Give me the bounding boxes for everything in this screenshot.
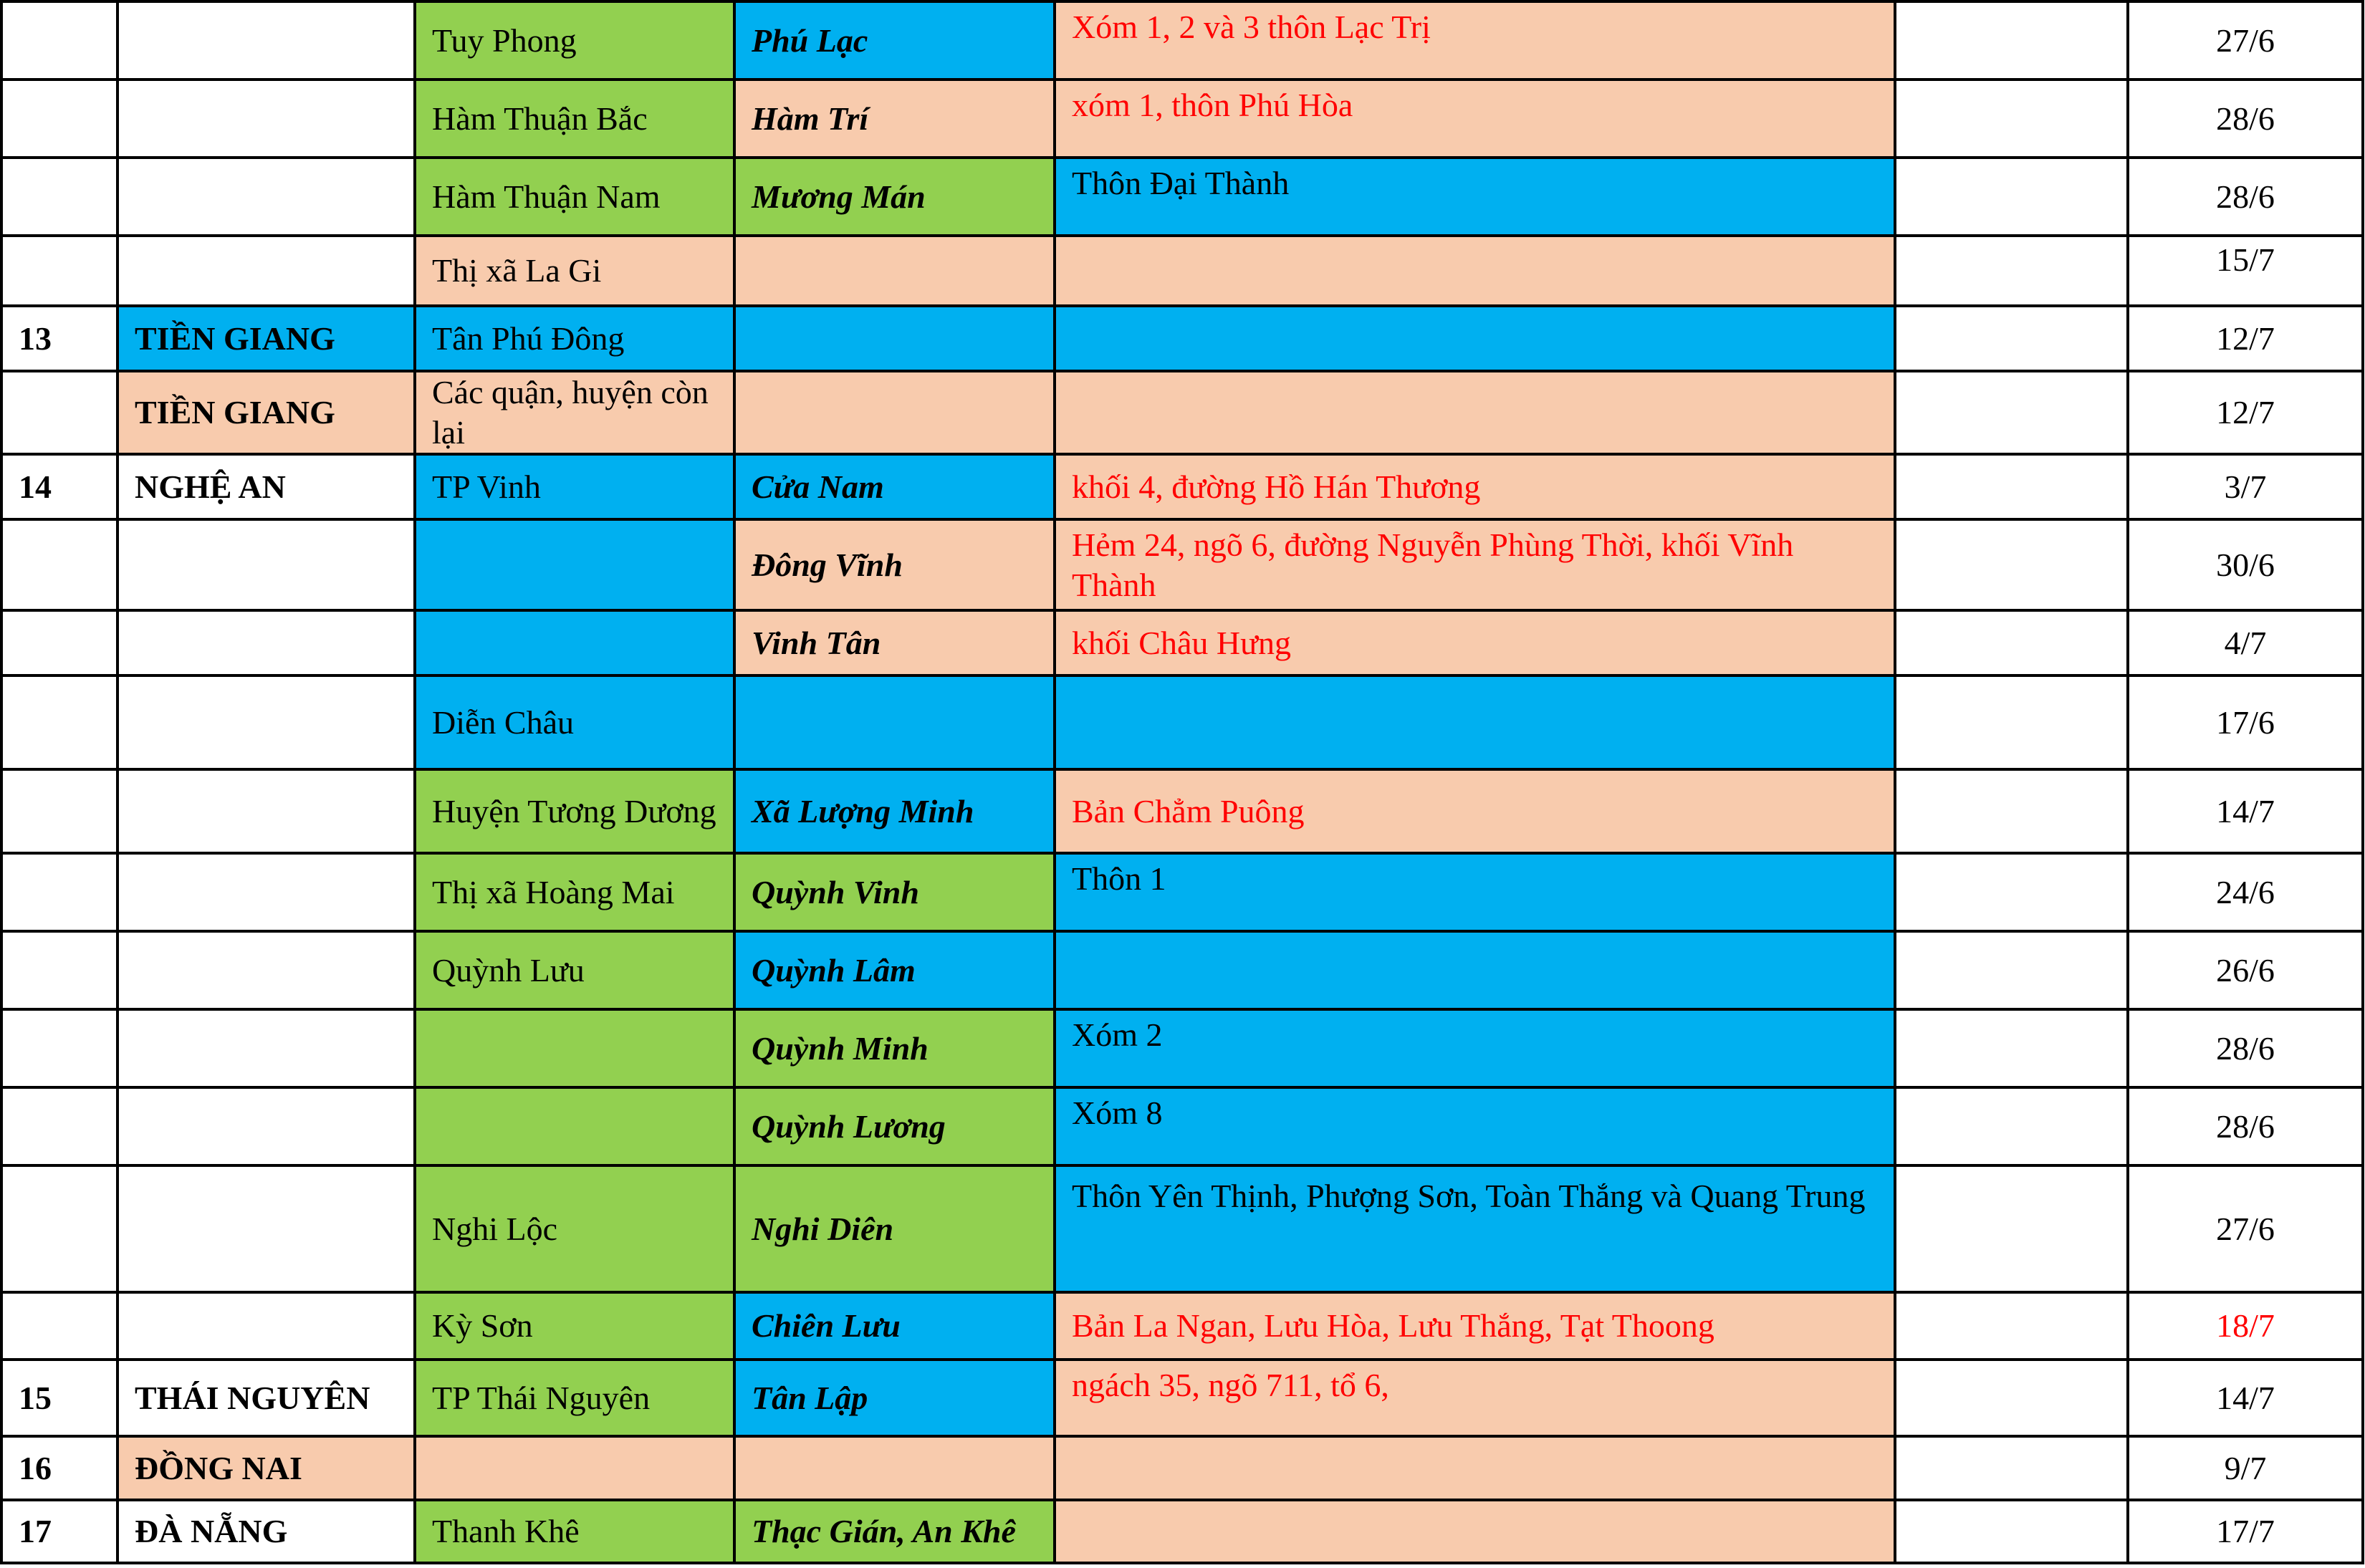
- address-cell: [1055, 1500, 1895, 1563]
- address-cell: Thôn Đại Thành: [1055, 158, 1895, 236]
- province-cell: [117, 1, 415, 80]
- address-cell: [1055, 931, 1895, 1009]
- row-number-cell: [1, 371, 117, 454]
- district-cell: [415, 610, 734, 675]
- address-cell: xóm 1, thôn Phú Hòa: [1055, 80, 1895, 158]
- date-cell: 27/6: [2128, 1165, 2363, 1292]
- province-cell: [117, 1009, 415, 1087]
- district-cell: Tuy Phong: [415, 1, 734, 80]
- province-cell: TIỀN GIANG: [117, 306, 415, 371]
- table-row: [1, 931, 2363, 1009]
- address-cell: [1055, 1436, 1895, 1500]
- empty-cell: [1895, 1, 2128, 80]
- province-cell: TIỀN GIANG: [117, 371, 415, 454]
- row-number-cell: [1, 158, 117, 236]
- table-row: [1, 306, 2363, 371]
- district-cell: Thị xã La Gi: [415, 236, 734, 306]
- ward-cell: Mương Mán: [734, 158, 1055, 236]
- district-cell: [415, 1009, 734, 1087]
- table-row: [1, 371, 2363, 454]
- district-cell: Huyện Tương Dương: [415, 769, 734, 853]
- province-cell: ĐỒNG NAI: [117, 1436, 415, 1500]
- province-cell: [117, 80, 415, 158]
- row-number-cell: 16: [1, 1436, 117, 1500]
- district-cell: Nghi Lộc: [415, 1165, 734, 1292]
- table-row: [1, 1436, 2363, 1500]
- district-cell: [415, 519, 734, 610]
- table-row: [1, 158, 2363, 236]
- district-cell: [415, 1436, 734, 1500]
- empty-cell: [1895, 675, 2128, 769]
- district-cell: Diễn Châu: [415, 675, 734, 769]
- ward-cell: Cửa Nam: [734, 454, 1055, 519]
- empty-cell: [1895, 1500, 2128, 1563]
- row-number-cell: 13: [1, 306, 117, 371]
- row-number-cell: [1, 519, 117, 610]
- table-row: [1, 236, 2363, 306]
- date-cell: 14/7: [2128, 769, 2363, 853]
- address-cell: Bản Chẳm Puông: [1055, 769, 1895, 853]
- province-cell: [117, 158, 415, 236]
- date-cell: 17/7: [2128, 1500, 2363, 1563]
- table-row: [1, 1165, 2363, 1292]
- row-number-cell: [1, 1087, 117, 1165]
- date-cell: 12/7: [2128, 371, 2363, 454]
- empty-cell: [1895, 454, 2128, 519]
- province-cell: [117, 1087, 415, 1165]
- district-cell: Kỳ Sơn: [415, 1292, 734, 1360]
- province-cell: NGHỆ AN: [117, 454, 415, 519]
- empty-cell: [1895, 519, 2128, 610]
- address-cell: [1055, 236, 1895, 306]
- address-cell: Xóm 2: [1055, 1009, 1895, 1087]
- empty-cell: [1895, 1009, 2128, 1087]
- table-row: [1, 519, 2363, 610]
- ward-cell: Quỳnh Lâm: [734, 931, 1055, 1009]
- ward-cell: Nghi Diên: [734, 1165, 1055, 1292]
- row-number-cell: 14: [1, 454, 117, 519]
- province-cell: [117, 769, 415, 853]
- table-row: [1, 1009, 2363, 1087]
- date-cell: 3/7: [2128, 454, 2363, 519]
- date-cell: 28/6: [2128, 1087, 2363, 1165]
- empty-cell: [1895, 371, 2128, 454]
- address-cell: [1055, 675, 1895, 769]
- address-cell: Xóm 1, 2 và 3 thôn Lạc Trị: [1055, 1, 1895, 80]
- address-cell: Xóm 8: [1055, 1087, 1895, 1165]
- ward-cell: Phú Lạc: [734, 1, 1055, 80]
- row-number-cell: 15: [1, 1360, 117, 1436]
- empty-cell: [1895, 769, 2128, 853]
- address-cell: [1055, 371, 1895, 454]
- table-row: [1, 1500, 2363, 1563]
- table-row: [1, 769, 2363, 853]
- row-number-cell: [1, 1292, 117, 1360]
- date-cell: 15/7: [2128, 236, 2363, 306]
- empty-cell: [1895, 1087, 2128, 1165]
- date-cell: 12/7: [2128, 306, 2363, 371]
- row-number-cell: [1, 1009, 117, 1087]
- date-cell: 27/6: [2128, 1, 2363, 80]
- ward-cell: Vinh Tân: [734, 610, 1055, 675]
- province-cell: [117, 519, 415, 610]
- empty-cell: [1895, 1360, 2128, 1436]
- province-cell: THÁI NGUYÊN: [117, 1360, 415, 1436]
- ward-cell: Quỳnh Minh: [734, 1009, 1055, 1087]
- empty-cell: [1895, 1165, 2128, 1292]
- date-cell: 17/6: [2128, 675, 2363, 769]
- district-cell: Các quận, huyện còn lại: [415, 371, 734, 454]
- address-cell: khối Châu Hưng: [1055, 610, 1895, 675]
- ward-cell: [734, 371, 1055, 454]
- address-cell: Thôn 1: [1055, 853, 1895, 931]
- row-number-cell: [1, 1165, 117, 1292]
- empty-cell: [1895, 306, 2128, 371]
- empty-cell: [1895, 158, 2128, 236]
- ward-cell: Chiên Lưu: [734, 1292, 1055, 1360]
- ward-cell: Quỳnh Vinh: [734, 853, 1055, 931]
- province-cell: [117, 853, 415, 931]
- empty-cell: [1895, 610, 2128, 675]
- row-number-cell: [1, 769, 117, 853]
- district-cell: Hàm Thuận Bắc: [415, 80, 734, 158]
- table-row: [1, 610, 2363, 675]
- row-number-cell: [1, 610, 117, 675]
- date-cell: 4/7: [2128, 610, 2363, 675]
- empty-cell: [1895, 931, 2128, 1009]
- ward-cell: [734, 306, 1055, 371]
- date-cell: 28/6: [2128, 80, 2363, 158]
- province-cell: [117, 931, 415, 1009]
- district-cell: Hàm Thuận Nam: [415, 158, 734, 236]
- date-cell: 30/6: [2128, 519, 2363, 610]
- address-cell: ngách 35, ngõ 711, tổ 6,: [1055, 1360, 1895, 1436]
- province-cell: ĐÀ NẴNG: [117, 1500, 415, 1563]
- table-row: [1, 80, 2363, 158]
- row-number-cell: [1, 236, 117, 306]
- province-cell: [117, 236, 415, 306]
- ward-cell: [734, 675, 1055, 769]
- row-number-cell: [1, 853, 117, 931]
- district-cell: Thanh Khê: [415, 1500, 734, 1563]
- date-cell: 26/6: [2128, 931, 2363, 1009]
- row-number-cell: [1, 80, 117, 158]
- province-cell: [117, 610, 415, 675]
- province-cell: [117, 1165, 415, 1292]
- date-cell: 14/7: [2128, 1360, 2363, 1436]
- ward-cell: [734, 236, 1055, 306]
- ward-cell: Đông Vĩnh: [734, 519, 1055, 610]
- empty-cell: [1895, 1292, 2128, 1360]
- ward-cell: Hàm Trí: [734, 80, 1055, 158]
- table-row: [1, 1087, 2363, 1165]
- table-row: [1, 853, 2363, 931]
- table-row: [1, 675, 2363, 769]
- empty-cell: [1895, 80, 2128, 158]
- date-cell: 9/7: [2128, 1436, 2363, 1500]
- address-cell: khối 4, đường Hồ Hán Thương: [1055, 454, 1895, 519]
- table-row: [1, 1360, 2363, 1436]
- row-number-cell: [1, 931, 117, 1009]
- date-cell: 28/6: [2128, 158, 2363, 236]
- ward-cell: Thạc Gián, An Khê: [734, 1500, 1055, 1563]
- district-cell: [415, 1087, 734, 1165]
- address-cell: Hẻm 24, ngõ 6, đường Nguyễn Phùng Thời, khối Vĩnh Thành: [1055, 519, 1895, 610]
- address-cell: [1055, 306, 1895, 371]
- district-cell: Tân Phú Đông: [415, 306, 734, 371]
- table-row: [1, 1292, 2363, 1360]
- ward-cell: Tân Lập: [734, 1360, 1055, 1436]
- district-cell: Thị xã Hoàng Mai: [415, 853, 734, 931]
- empty-cell: [1895, 853, 2128, 931]
- ward-cell: Quỳnh Lương: [734, 1087, 1055, 1165]
- empty-cell: [1895, 1436, 2128, 1500]
- district-cell: Quỳnh Lưu: [415, 931, 734, 1009]
- province-cell: [117, 1292, 415, 1360]
- row-number-cell: [1, 675, 117, 769]
- table-row: [1, 1, 2363, 80]
- empty-cell: [1895, 236, 2128, 306]
- date-cell: 24/6: [2128, 853, 2363, 931]
- ward-cell: [734, 1436, 1055, 1500]
- ward-cell: Xã Lượng Minh: [734, 769, 1055, 853]
- address-cell: Bản La Ngan, Lưu Hòa, Lưu Thắng, Tạt Thoong: [1055, 1292, 1895, 1360]
- district-cell: TP Thái Nguyên: [415, 1360, 734, 1436]
- date-cell: 28/6: [2128, 1009, 2363, 1087]
- date-cell: 18/7: [2128, 1292, 2363, 1360]
- district-cell: TP Vinh: [415, 454, 734, 519]
- row-number-cell: [1, 1, 117, 80]
- row-number-cell: 17: [1, 1500, 117, 1563]
- province-cell: [117, 675, 415, 769]
- address-cell: Thôn Yên Thịnh, Phượng Sơn, Toàn Thắng và Quang Trung: [1055, 1165, 1895, 1292]
- table-row: [1, 454, 2363, 519]
